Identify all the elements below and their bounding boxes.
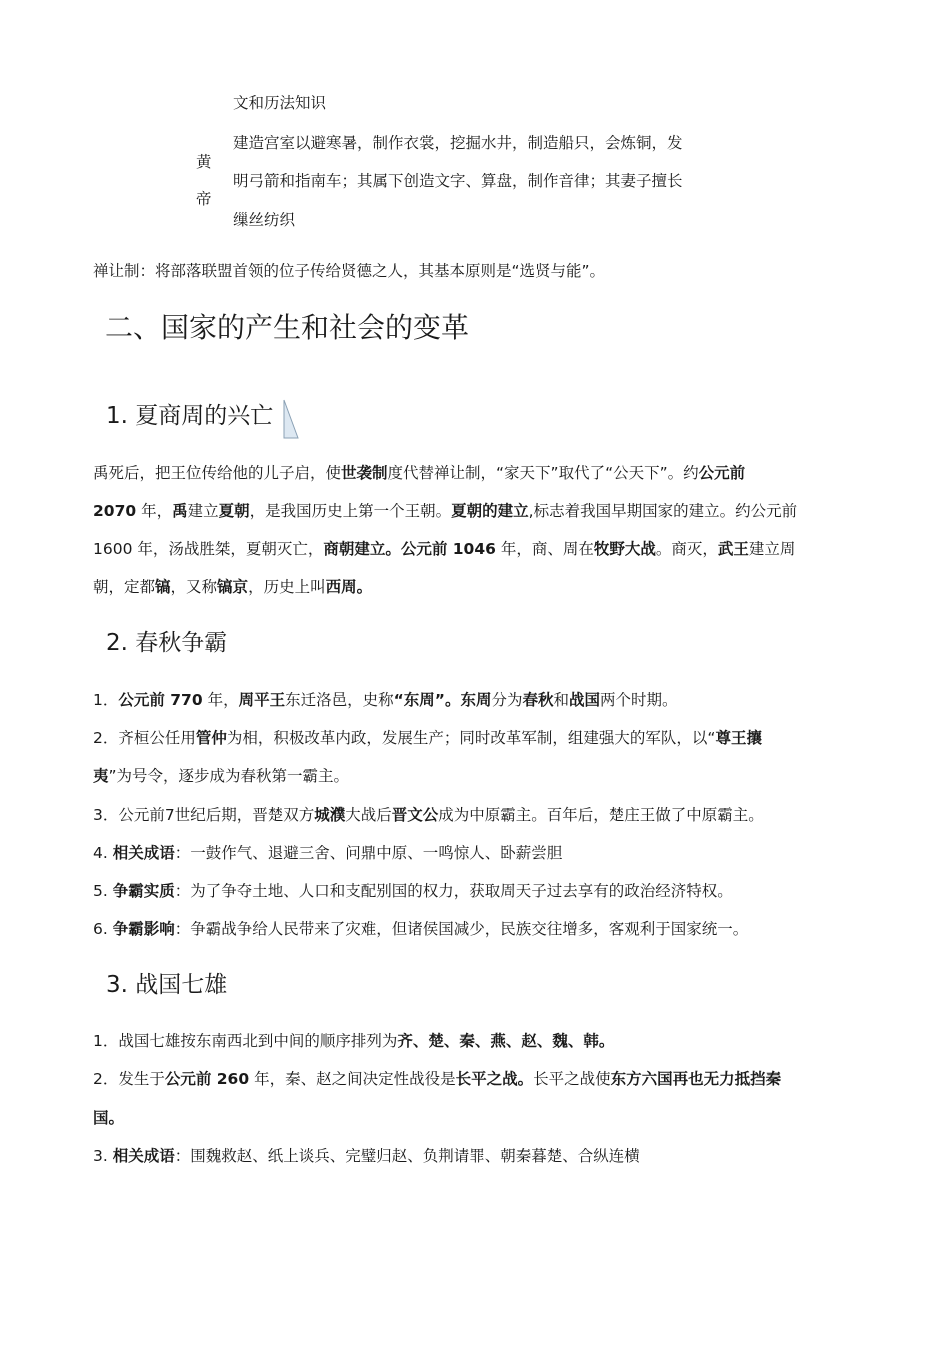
bold-text-run: 争霸实质 (112, 882, 175, 900)
bold-text-run: 相关成语 (112, 1147, 175, 1165)
section-heading: 二、国家的产生和社会的变革 (105, 311, 470, 344)
bold-text-run: 禹 (172, 502, 188, 520)
bold-text-run: 镐京 (217, 578, 249, 596)
table-cell-text: 文和历法知识 (233, 94, 327, 112)
text-run: 2．齐桓公任用 (93, 729, 196, 747)
subsection-heading: 1. 夏商周的兴亡 (106, 403, 274, 429)
text-run: 成为中原霸主。百年后，楚庄王做了中原霸主。 (438, 806, 764, 824)
paragraph-line (93, 803, 764, 825)
bold-text-run: 夷 (93, 767, 109, 785)
text-run: 禹死后，把王位传给他的儿子启，使 (93, 464, 342, 482)
text-run: 年，商、周在 (495, 540, 594, 558)
bold-text-run: 晋文公 (391, 806, 439, 824)
bold-text-run: 齐、楚、秦、燕、赵、魏、韩。 (397, 1032, 615, 1050)
text-run: 长平之战使 (533, 1070, 611, 1088)
text-run: 为相，积极改革内政，发展生产；同时改革军制，组建强大的军队，以“ (226, 729, 716, 747)
text-run: 建立周 (748, 540, 796, 558)
text-run: 。商灭， (655, 540, 718, 558)
subsection-heading: 2. 春秋争霸 (106, 630, 228, 656)
text-run: 1．战国七雄按东南西北到中间的顺序排列为 (93, 1032, 398, 1050)
bold-text-run: 世袭制 (341, 464, 388, 482)
bold-text-run: 长平之战。 (455, 1070, 534, 1088)
text-run: 年，秦、赵之间决定性战役是 (249, 1070, 456, 1088)
paragraph-line (93, 461, 745, 483)
bold-text-run: 2070 (93, 502, 137, 520)
table-cell-text: 建造宫室以避寒暑，制作衣裳，挖掘水井，制造船只，会炼铜，发 (233, 134, 683, 152)
text-run: 分为 (491, 691, 523, 709)
text-run: ：为了争夺土地、人口和支配别国的权力，获取周天子过去享有的政治经济特权。 (174, 882, 733, 900)
paragraph-line (93, 1106, 124, 1128)
bold-text-run: 战国 (569, 691, 601, 709)
paragraph-line (93, 1029, 614, 1051)
bold-text-run: 武王 (717, 540, 749, 558)
subsection-heading: 3. 战国七雄 (106, 972, 228, 998)
text-run: 东迁洛邑，史称 (285, 691, 394, 709)
bold-text-run: 夏朝的建立 (451, 502, 529, 520)
text-run: 6. (93, 920, 113, 938)
text-run: 两个时期。 (600, 691, 678, 709)
bold-text-run: 公元前 (698, 464, 746, 482)
paragraph-line (93, 537, 795, 559)
text-run: ：一鼓作气、退避三舍、问鼎中原、一鸣惊人、卧薪尝胆 (174, 844, 563, 862)
text-run: 3．公元前7世纪后期，晋楚双方 (93, 806, 315, 824)
paragraph-line (93, 879, 733, 901)
text-run: 3. (93, 1147, 113, 1165)
table-label-char: 黄 (196, 153, 212, 171)
paragraph-line (93, 841, 562, 863)
text-run: ,标志着我国早期国家的建立。约公元前 (528, 502, 798, 520)
paragraph-line (93, 1144, 640, 1166)
bold-text-run: “东周”。东周 (393, 691, 492, 709)
text-run: ，又称 (170, 578, 218, 596)
paragraph-line (93, 726, 762, 748)
text-run: 年， (136, 502, 173, 520)
bold-text-run: 公元前 770 (118, 691, 203, 709)
paragraph-line (93, 575, 372, 597)
text-run: 1600 年，汤战胜桀，夏朝灭亡， (93, 540, 324, 558)
paragraph-line (93, 1067, 781, 1089)
text-run: ，历史上叫 (248, 578, 326, 596)
table-label-char: 帝 (196, 190, 212, 208)
table-cell-text: 缫丝纺织 (233, 211, 296, 229)
paragraph-line (93, 917, 748, 939)
bold-text-run: 争霸影响 (112, 920, 175, 938)
text-run: 2．发生于 (93, 1070, 165, 1088)
text-run: 年， (202, 691, 239, 709)
text-run: ，是我国历史上第一个王朝。 (249, 502, 452, 520)
text-run: ”为号令，逐步成为春秋第一霸主。 (108, 767, 350, 785)
triangle-shape (282, 398, 300, 440)
bold-text-run: 牧野大战 (593, 540, 656, 558)
paragraph-line (93, 764, 349, 786)
bold-text-run: 公元前 260 (164, 1070, 250, 1088)
bold-text-run: 夏朝 (218, 502, 250, 520)
text-run: 1． (93, 691, 119, 709)
text-run: 建立 (187, 502, 219, 520)
paragraph-line (93, 688, 678, 710)
bold-text-run: 尊王攘 (715, 729, 762, 747)
text-run: 大战后 (345, 806, 392, 824)
paragraph: 禅让制：将部落联盟首领的位子传给贤德之人，其基本原则是“选贤与能”。 (93, 262, 606, 280)
bold-text-run: 相关成语 (112, 844, 175, 862)
bold-text-run: 东方六国再也无力抵挡秦 (610, 1070, 782, 1088)
text-run: 5. (93, 882, 113, 900)
text-run: ：争霸战争给人民带来了灾难，但诸侯国减少，民族交往增多，客观利于国家统一。 (174, 920, 749, 938)
text-run: 朝，定都 (93, 578, 156, 596)
bold-text-run: 国。 (93, 1109, 125, 1127)
bold-text-run: 管仲 (195, 729, 227, 747)
table-cell-text: 明弓箭和指南车；其属下创造文字、算盘，制作音律；其妻子擅长 (233, 172, 683, 190)
text-run: 度代替禅让制，“家天下”取代了“公天下”。约 (387, 464, 699, 482)
text-run: 和 (553, 691, 570, 709)
bold-text-run: 镐 (155, 578, 171, 596)
text-run: 4. (93, 844, 113, 862)
bold-text-run: 周平王 (238, 691, 286, 709)
bold-text-run: 春秋 (522, 691, 554, 709)
paragraph-line (93, 499, 797, 521)
bold-text-run: 西周。 (325, 578, 373, 596)
text-run: ：围魏救赵、纸上谈兵、完璧归赵、负荆请罪、朝秦暮楚、合纵连横 (174, 1147, 640, 1165)
bold-text-run: 商朝建立。公元前 1046 (323, 540, 496, 558)
bold-text-run: 城濮 (314, 806, 346, 824)
